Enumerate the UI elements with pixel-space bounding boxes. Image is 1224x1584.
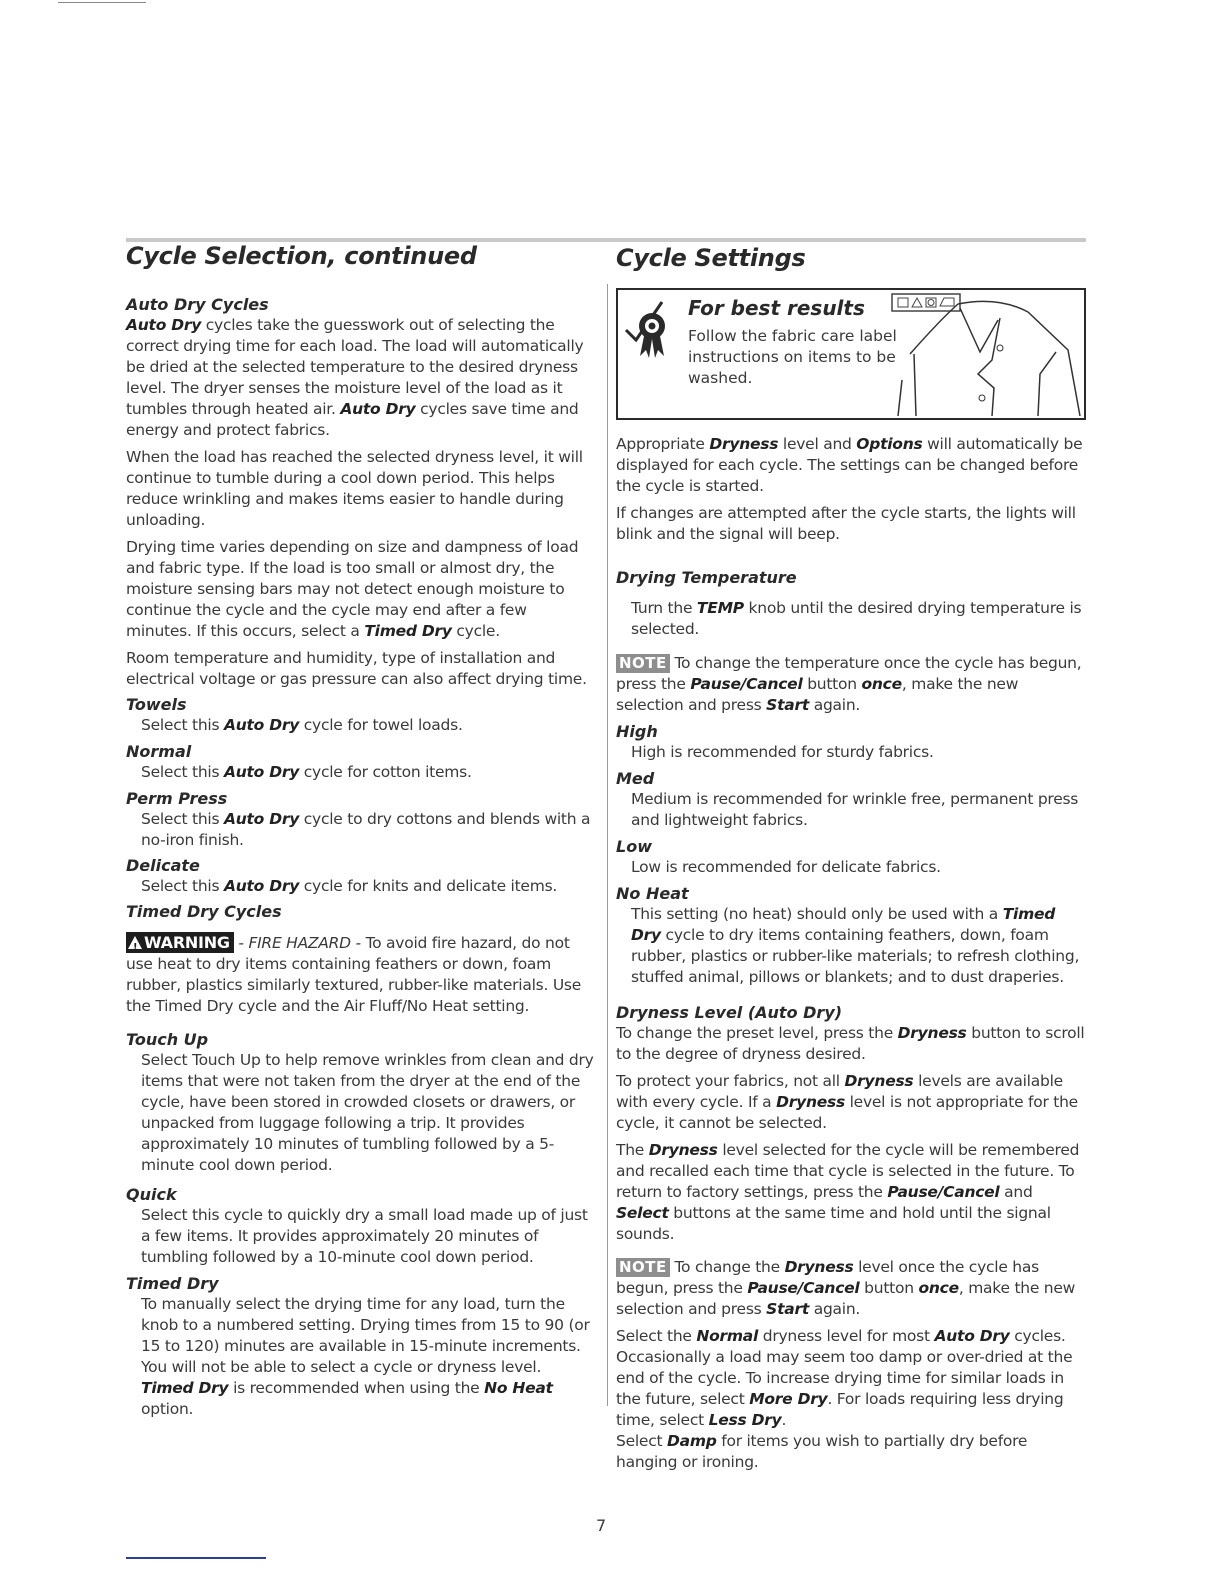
note-badge: NOTE <box>616 654 670 673</box>
text-quick: Select this cycle to quickly dry a small load made up of just a few items. It provides approximately 20 minutes of tumbling followed by a 10-minute cool down period. <box>141 1206 588 1266</box>
text-dryness-level: To change the preset level, press the Dryness button to scroll to the degree of dryness desired. <box>616 1024 1085 1063</box>
warning-triangle-icon <box>128 936 142 949</box>
text-towels: Select this Auto Dry cycle for towel loads. <box>141 716 463 734</box>
heading-towels: Towels <box>126 695 187 714</box>
footer-line <box>126 1557 266 1559</box>
best-results-box <box>616 288 1086 420</box>
left-column <box>126 242 594 1420</box>
heading-med: Med <box>616 769 655 788</box>
heading-auto-dry-cycles: Auto Dry Cycles <box>126 295 269 314</box>
shirt-care-label-icon <box>888 290 1082 416</box>
paragraph-dryness-remembered: The Dryness level selected for the cycle will be remembered and recalled each time that cycle is selected in the future. To return to factory settings, press the Pause/Cancel and Select buttons at the same time and hold until the signal sounds. <box>616 1141 1080 1243</box>
paragraph-appropriate-dryness: Appropriate Dryness level and Options will automatically be displayed for each cycle. The settings can be changed before the cycle is started. <box>616 435 1083 495</box>
award-ribbon-icon <box>622 294 678 366</box>
heading-normal: Normal <box>126 742 192 761</box>
text-no-heat: This setting (no heat) should only be used with a Timed Dry cycle to dry items containing feathers, down, foam rubber, plastics or rubber-like materials; to refresh clothing, stuffed animal, pillows or blankets; and to dust draperies. <box>631 905 1080 986</box>
text-timed-dry: To manually select the drying time for any load, turn the knob to a numbered setting. Drying times from 15 to 90 (or 15 to 120) minutes are available in 15-minute increments. You will not be able to select a cycle or dryness level. Timed Dry is recommended when using the No Heat option. <box>141 1295 590 1418</box>
scan-edge-line <box>58 2 146 3</box>
warning-badge: !WARNING <box>126 932 234 953</box>
text-perm-press: Select this Auto Dry cycle to dry cottons and blends with a no-iron finish. <box>141 810 591 849</box>
heading-drying-temperature: Drying Temperature <box>616 568 797 587</box>
paragraph-drying-time: Drying time varies depending on size and dampness of load and fabric type. If the load is too small or almost dry, the moisture sensing bars may not detect enough moisture to continue the cycle and the cycle may end after a few minutes. If this occurs, select a Timed Dry cycle. <box>126 538 579 640</box>
heading-perm-press: Perm Press <box>126 789 228 808</box>
best-results-text: Follow the fabric care label instructions on items to be washed. <box>688 327 897 387</box>
text-normal: Select this Auto Dry cycle for cotton items. <box>141 763 472 781</box>
heading-dryness-level: Dryness Level (Auto Dry) <box>616 1003 843 1022</box>
best-results-title: For best results <box>688 296 865 320</box>
note-change-temperature: NOTE To change the temperature once the cycle has begun, press the Pause/Cancel button once, make the new selection and press Start again. <box>616 654 1082 714</box>
paragraph-protect-fabrics: To protect your fabrics, not all Dryness levels are available with every cycle. If a Dryness level is not appropriate for the cycle, it cannot be selected. <box>616 1072 1078 1132</box>
text-med: Medium is recommended for wrinkle free, permanent press and lightweight fabrics. <box>631 790 1079 829</box>
page-title-cycle-selection: Cycle Selection, continued <box>126 242 477 270</box>
column-divider <box>607 284 608 1406</box>
page-title-cycle-settings: Cycle Settings <box>616 244 806 272</box>
heading-low: Low <box>616 837 652 856</box>
heading-timed-dry: Timed Dry <box>126 1274 219 1293</box>
heading-delicate: Delicate <box>126 856 200 875</box>
heading-touch-up: Touch Up <box>126 1030 209 1049</box>
paragraph-damp: Select Damp for items you wish to partially dry before hanging or ironing. <box>616 1432 1028 1471</box>
text-touch-up: Select Touch Up to help remove wrinkles from clean and dry items that were not taken from the dryer at the end of the cycle, have been stored in crowded closets or drawers, or unpacked from luggage following a trip. It provides approximately 10 minutes of tumbling followed by a 5-minute cool down period. <box>141 1051 594 1174</box>
text-delicate: Select this Auto Dry cycle for knits and delicate items. <box>141 877 558 895</box>
heading-no-heat: No Heat <box>616 884 689 903</box>
paragraph-cool-down: When the load has reached the selected dryness level, it will continue to tumble during a cool down period. This helps reduce wrinkling and makes items easier to handle during unloading. <box>126 448 583 529</box>
fire-hazard-warning: !WARNING - FIRE HAZARD - To avoid fire hazard, do not use heat to dry items containing feathers or down, foam rubber, plastics similarly textured, rubber-like materials. Use the Timed Dry cycle and the Air Fluff/No Heat setting. <box>126 932 594 1017</box>
paragraph-changes-attempted: If changes are attempted after the cycle starts, the lights will blink and the signal will beep. <box>616 504 1076 543</box>
heading-quick: Quick <box>126 1185 177 1204</box>
note-change-dryness: NOTE To change the Dryness level once the cycle has begun, press the Pause/Cancel button once, make the new selection and press Start again. <box>616 1258 1076 1318</box>
paragraph-room-temp: Room temperature and humidity, type of installation and electrical voltage or gas pressure can also affect drying time. <box>126 649 587 688</box>
text-low: Low is recommended for delicate fabrics. <box>631 858 941 876</box>
heading-timed-dry-cycles: Timed Dry Cycles <box>126 902 282 921</box>
note-badge: NOTE <box>616 1258 670 1277</box>
page-number: 7 <box>596 1516 607 1535</box>
text-drying-temperature: Turn the TEMP knob until the desired drying temperature is selected. <box>631 599 1082 638</box>
paragraph-auto-dry: Auto Dry cycles take the guesswork out of selecting the correct drying time for each load. The load will automatically be dried at the selected temperature to the desired dryness level. The dryer senses the moisture level of the load as it tumbles through heated air. Auto Dry cycles save time and energy and protect fabrics. <box>126 316 584 439</box>
paragraph-normal-dryness: Select the Normal dryness level for most Auto Dry cycles. Occasionally a load may seem too damp or over-dried at the end of the cycle. To increase drying time for similar loads in the future, select More Dry. For loads requiring less drying time, select Less Dry. <box>616 1327 1073 1429</box>
right-column <box>616 244 1086 1473</box>
heading-high: High <box>616 722 658 741</box>
text-high: High is recommended for sturdy fabrics. <box>631 743 934 761</box>
